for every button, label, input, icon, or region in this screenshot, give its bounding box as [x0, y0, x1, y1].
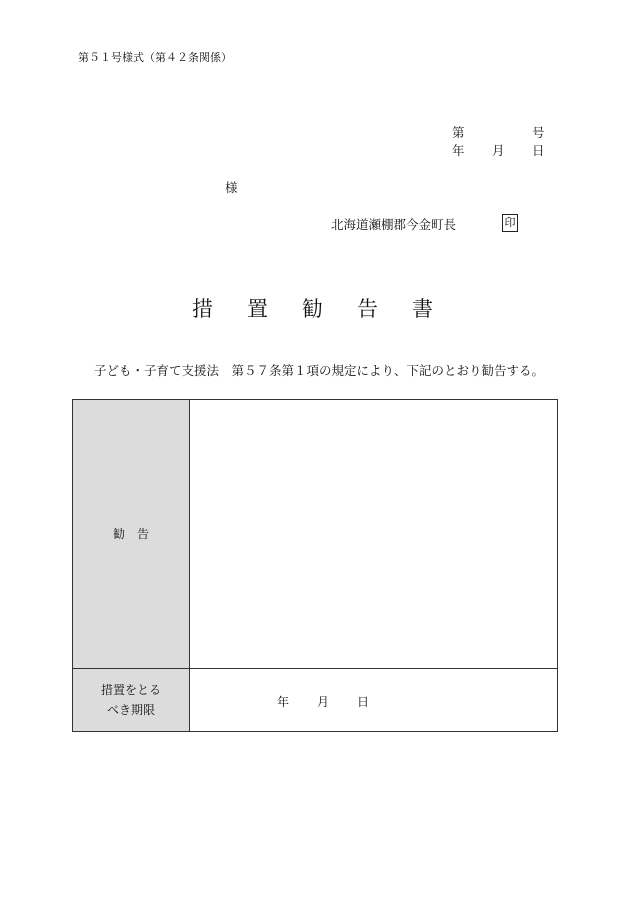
- doc-number-suffix: 号: [532, 125, 545, 140]
- deadline-row: [73, 669, 558, 732]
- issuer-name: 北海道瀬棚郡今金町長: [331, 217, 457, 232]
- deadline-content[interactable]: [190, 669, 558, 732]
- deadline-year: 年: [277, 695, 290, 709]
- title-char: 勧: [302, 297, 323, 321]
- recommendation-content[interactable]: [190, 400, 558, 669]
- deadline-day: 日: [357, 695, 370, 709]
- addressee-suffix: 様: [225, 180, 238, 195]
- recommendation-label: 勧 告: [73, 400, 190, 669]
- form-number: 第５１号様式（第４２条関係）: [78, 51, 232, 64]
- deadline-label-line2: べき期限: [106, 703, 155, 717]
- deadline-month: 月: [317, 695, 330, 709]
- date-month: 月: [492, 143, 505, 158]
- date-year: 年: [452, 143, 465, 158]
- deadline-label: [73, 669, 190, 732]
- title-char: 措: [192, 297, 213, 321]
- title-char: 置: [247, 297, 268, 321]
- title-char: 書: [412, 297, 433, 321]
- date-day: 日: [532, 143, 545, 158]
- recommendation-row: [73, 400, 558, 669]
- body-text: 子ども・子育て支援法 第５７条第１項の規定により、下記のとおり勧告する。: [94, 363, 545, 378]
- recommendation-table: [72, 399, 558, 732]
- deadline-label-line1: 措置をとる: [100, 683, 161, 697]
- title-char: 告: [357, 297, 378, 321]
- doc-number-prefix: 第: [452, 125, 465, 140]
- seal-mark: 印: [502, 214, 518, 232]
